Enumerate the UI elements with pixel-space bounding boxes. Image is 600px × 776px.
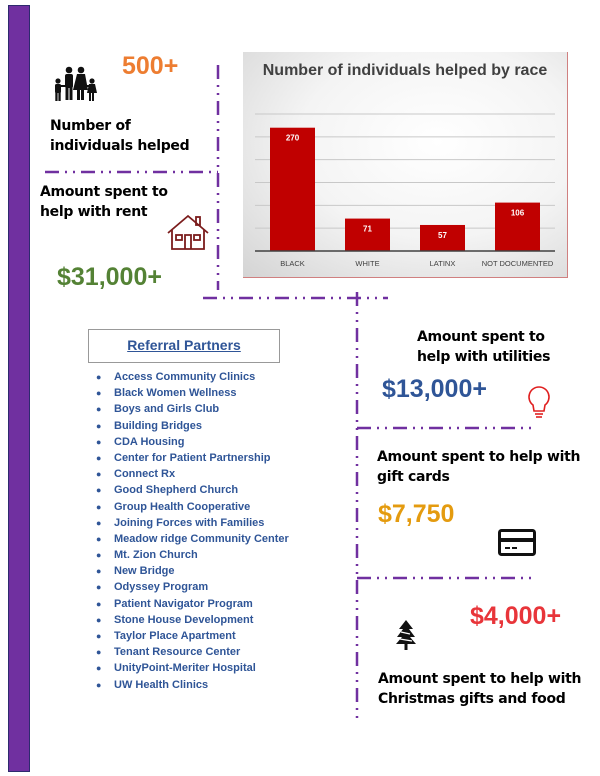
bullet-icon: ● (96, 436, 102, 447)
gift-cards-label-line1: Amount spent to help with (377, 449, 581, 465)
christmas-value: $4,000+ (470, 602, 562, 630)
rent-value: $31,000+ (57, 263, 162, 291)
rent-label (40, 182, 168, 222)
christmas-label-line1: Amount spent to help with (378, 671, 582, 687)
referral-partner-name: Mt. Zion Church (114, 549, 198, 562)
referral-partner-item (96, 434, 289, 450)
referral-partner-item (96, 579, 289, 595)
referral-partner-name: Black Women Wellness (114, 387, 237, 400)
referral-partner-name: Boys and Girls Club (114, 403, 220, 416)
chart-title: Number of individuals helped by race (262, 62, 548, 79)
bullet-icon: ● (96, 501, 102, 512)
referral-partner-name: Taylor Place Apartment (114, 630, 236, 642)
lightbulb-icon (526, 385, 552, 421)
referral-partner-name: Center for Patient Partnership (114, 451, 271, 464)
referral-partner-name: Group Health Cooperative (114, 500, 251, 513)
referral-partner-name: Joining Forces with Families (114, 516, 265, 529)
referral-partner-item (96, 531, 289, 547)
referral-partner-name: Patient Navigator Program (114, 597, 253, 610)
data-label: 106 (510, 208, 525, 218)
utilities-value: $13,000+ (382, 375, 487, 403)
referral-partner-name: Access Community Clinics (114, 371, 256, 383)
bullet-icon: ● (96, 631, 102, 641)
referral-partner-item (96, 418, 289, 434)
bullet-icon: ● (96, 582, 102, 593)
individuals-label (50, 116, 189, 156)
referral-partner-name: UnityPoint-Meriter Hospital (114, 662, 256, 675)
race-chart (243, 52, 568, 278)
family-icon (50, 66, 100, 102)
gift-cards-label (377, 447, 580, 487)
x-tick-label: BLACK (280, 259, 305, 268)
referral-partner-item (96, 563, 289, 579)
referral-partner-name: Good Shepherd Church (114, 484, 239, 497)
data-label: 270 (285, 133, 300, 143)
x-tick-label: NOT DOCUMENTED (481, 259, 554, 268)
referral-partner-item (96, 482, 289, 498)
referral-partner-name: Building Bridges (114, 419, 202, 432)
referral-partner-item (96, 612, 289, 628)
data-label: 57 (438, 230, 447, 240)
bullet-icon: ● (96, 647, 102, 658)
gift-cards-value: $7,750 (378, 500, 455, 528)
referral-partner-item (96, 499, 289, 515)
bullet-icon: ● (96, 663, 102, 674)
referral-partner-item (96, 385, 289, 401)
bullet-icon: ● (96, 420, 102, 431)
referral-partner-name: Meadow ridge Community Center (114, 532, 289, 545)
bullet-icon: ● (96, 614, 102, 625)
bullet-icon: ● (96, 550, 102, 561)
referral-partner-item (96, 628, 289, 644)
referral-partner-item (96, 660, 289, 676)
referral-partner-name: UW Health Clinics (114, 678, 209, 691)
x-tick-label: WHITE (355, 259, 380, 268)
x-tick-label: LATINX (429, 259, 456, 268)
referral-partner-item (96, 466, 289, 482)
christmas-label-line2: Christmas gifts and food (378, 691, 566, 707)
referral-partner-name: Connect Rx (114, 468, 176, 481)
bullet-icon: ● (96, 388, 102, 399)
referral-partner-name: Stone House Development (114, 613, 254, 626)
christmas-label (378, 669, 581, 709)
bullet-icon: ● (96, 517, 102, 528)
bullet-icon: ● (96, 679, 102, 690)
rent-label-line1: Amount spent to (40, 184, 168, 200)
referral-partner-item (96, 596, 289, 612)
referral-partners-header (88, 329, 280, 363)
christmas-tree-icon (394, 619, 418, 651)
individuals-value: 500+ (122, 52, 179, 80)
referral-partners-title: Referral Partners (127, 337, 241, 353)
utilities-label-line2: help with utilities (417, 349, 551, 365)
referral-partners-list (96, 369, 289, 693)
referral-partner-item (96, 450, 289, 466)
gift-cards-label-line2: gift cards (377, 469, 450, 485)
referral-partner-item (96, 547, 289, 563)
bullet-icon: ● (96, 598, 102, 609)
referral-partner-name: New Bridge (114, 565, 175, 578)
data-label: 71 (363, 224, 372, 234)
utilities-label-line1: Amount spent to (417, 329, 545, 345)
referral-partner-item (96, 369, 289, 385)
referral-partner-name: CDA Housing (114, 435, 185, 448)
bullet-icon: ● (96, 469, 102, 480)
bullet-icon: ● (96, 566, 102, 577)
bar-white (345, 219, 390, 251)
house-icon (166, 213, 210, 251)
chart-plot (243, 52, 567, 277)
referral-partner-name: Odyssey Program (114, 581, 209, 594)
bullet-icon: ● (96, 452, 102, 463)
bullet-icon: ● (96, 372, 102, 382)
referral-partner-item (96, 401, 289, 417)
referral-partner-item (96, 644, 289, 660)
bullet-icon: ● (96, 485, 102, 496)
individuals-label-line2: individuals helped (50, 138, 190, 154)
referral-partner-item (96, 515, 289, 531)
referral-partner-item (96, 677, 289, 693)
individuals-label-line1: Number of (50, 118, 131, 134)
referral-partner-name: Tenant Resource Center (114, 646, 241, 659)
credit-card-icon (498, 529, 536, 557)
bullet-icon: ● (96, 404, 102, 415)
bullet-icon: ● (96, 533, 102, 544)
rent-label-line2: help with rent (40, 204, 148, 220)
utilities-label (417, 327, 550, 367)
bar-black (270, 128, 315, 251)
